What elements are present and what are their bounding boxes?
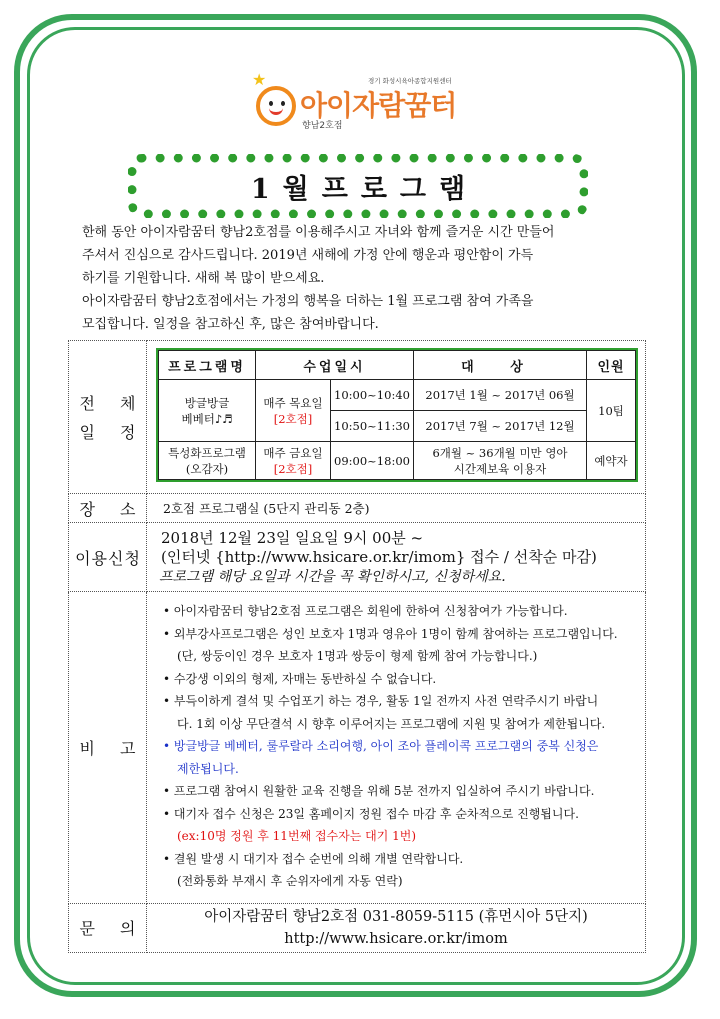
contact-label: 문 의 [69,903,147,952]
header-datetime: 수업일시 [256,351,414,380]
logo-org-name: 경기 화성시육아종합지원센터 [368,77,452,85]
contact-value [147,903,646,952]
notes-label: 비 고 [69,592,147,904]
apply-date: 2018년 12월 23일 일요일 9시 00분 ~ [161,529,424,547]
notes-row [69,592,646,904]
smiley-face-icon [256,86,296,126]
place-value: 2호점 프로그램실 (5단지 관리동 2층) [147,494,646,523]
note-item: • 결원 발생 시 대기자 접수 순번에 의해 개별 연락합니다. [163,851,464,866]
header-capacity: 인원 [587,351,636,380]
program-name: 방글방글 베베터♪♬ [159,380,256,442]
contact-url[interactable]: http://www.hsicare.or.kr/imom [284,930,508,947]
program-target: 2017년 1월 ~ 2017년 06월 [414,380,587,411]
intro-line: 모집합니다. 일정을 참고하신 후, 많은 참여바랍니다. [82,317,379,332]
apply-value [147,523,646,592]
note-item: • 프로그램 참여시 원활한 교육 진행을 위해 5분 전까지 입실하여 주시기 바랍니다. [163,784,595,798]
page-title: 1월프로그램 [250,173,479,205]
note-item: (전화통화 부재시 후 순위자에게 자동 연락) [177,874,403,888]
info-table [68,340,646,953]
program-time: 10:50~11:30 [331,411,414,442]
logo-branch: 향남2호점 [302,121,343,131]
intro-line: 주셔서 진심으로 감사드립니다. 2019년 새해에 가정 안에 행운과 평안함이 가득 [82,248,534,263]
notes-list [147,592,646,904]
schedule-label: 전 체 일 정 [69,341,147,494]
intro-line: 하기를 기원합니다. 새해 복 많이 받으세요. [82,271,325,286]
intro-text [82,221,642,336]
note-item: • 수강생 이외의 형제, 자매는 동반하실 수 없습니다. [163,671,437,686]
program-name: 특성화프로그램 (오감자) [159,442,256,480]
place-row [69,494,646,523]
program-capacity: 10팀 [587,380,636,442]
apply-note: 프로그램 해당 요일과 시간을 꼭 확인하시고, 신청하세요. [159,569,506,585]
contact-row [69,903,646,952]
program-time: 10:00~10:40 [331,380,414,411]
program-day: 매주 목요일 [2호점] [256,380,331,442]
apply-method: (인터넷 {http://www.hsicare.or.kr/imom} 접수 / 선착순 마감) [161,548,597,566]
header-program: 프로그램명 [159,351,256,380]
note-item: • 대기자 접수 신청은 23일 홈페이지 정원 접수 마감 후 순차적으로 진행됩니다. [163,806,579,821]
place-label: 장 소 [69,494,147,523]
table-row [159,380,636,411]
note-item: • 방글방글 베베터, 룰루랄라 소리여행, 아이 조아 플레이콕 프로그램의 중복 신청은 [163,739,599,753]
note-item: • 부득이하게 결석 및 수업포기 하는 경우, 활동 1일 전까지 사전 연락주시기 바랍니 [163,694,599,708]
note-item: 제한됩니다. [177,761,239,776]
contact-phone: 아이자람꿈터 향남2호점 031-8059-5115 (휴먼시아 5단지) [204,908,588,925]
intro-line: 한해 동안 아이자람꿈터 향남2호점를 이용해주시고 자녀와 함께 즐거운 시간 만들어 [82,225,555,240]
intro-line: 아이자람꿈터 향남2호점에서는 가정의 행복을 더하는 1월 프로그램 참여 가족을 [82,294,534,309]
logo-name: 아이자람꿈터 [300,89,457,122]
schedule-cell [147,341,646,494]
header-target: 대 상 [414,351,587,380]
star-icon: ★ [252,70,267,89]
logo [250,72,490,134]
program-target: 2017년 7월 ~ 2017년 12월 [414,411,587,442]
note-item: (ex:10명 정원 후 11번째 접수자는 대기 1번) [177,829,417,843]
note-item: 다. 1회 이상 무단결석 시 향후 이루어지는 프로그램에 지원 및 참여가 제한됩니다. [177,716,606,731]
schedule-row [69,341,646,494]
note-item: (단, 쌍둥이인 경우 보호자 1명과 쌍둥이 형제 함께 참여 가능합니다.) [177,649,538,663]
note-item: • 외부강사프로그램은 성인 보호자 1명과 영유아 1명이 함께 참여하는 프로그램입니다. [163,626,618,641]
apply-row [69,523,646,592]
table-row [159,442,636,480]
program-time: 09:00~18:00 [331,442,414,480]
program-capacity: 예약자 [587,442,636,480]
title-box [128,154,588,218]
schedule-header-row [159,351,636,380]
note-item: • 아이자람꿈터 향남2호점 프로그램은 회원에 한하여 신청참여가 가능합니다. [163,604,568,618]
schedule-table [158,350,636,480]
apply-label: 이용신청 [69,523,147,592]
program-day: 매주 금요일 [2호점] [256,442,331,480]
program-target: 6개월 ~ 36개월 미만 영아 시간제보육 이용자 [414,442,587,480]
